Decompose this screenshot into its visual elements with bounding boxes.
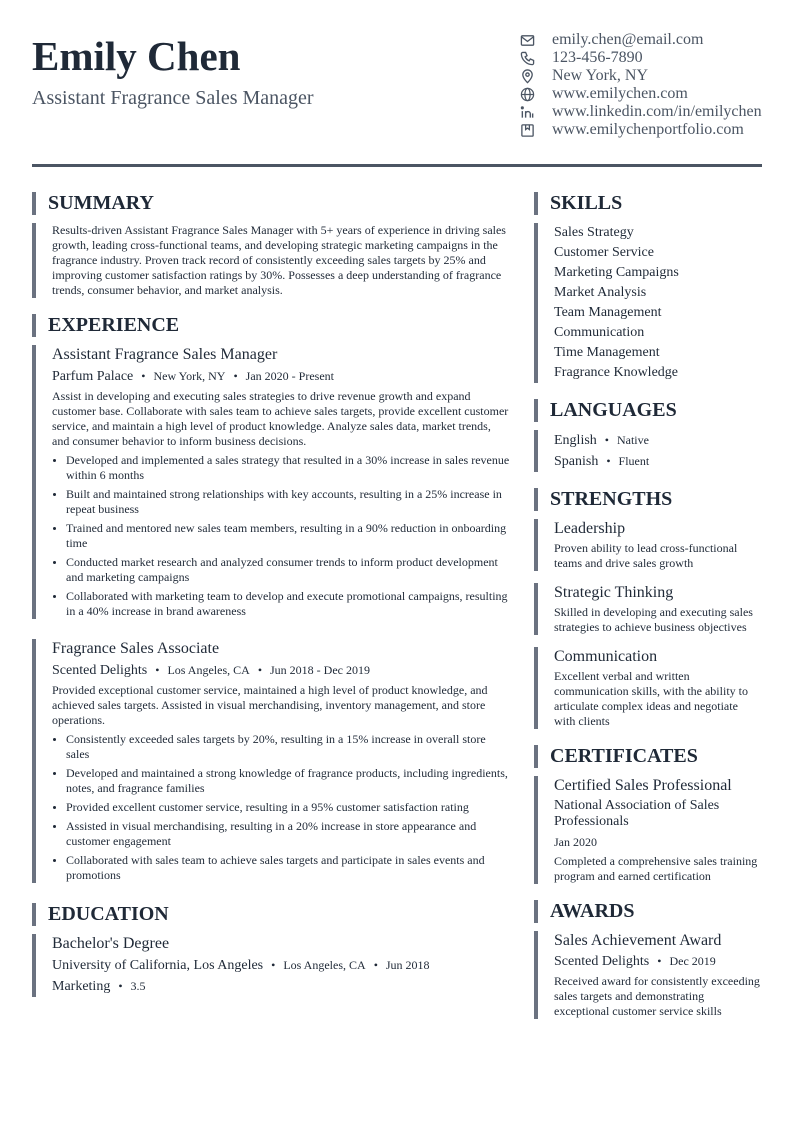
language-level: Native xyxy=(616,433,649,447)
languages-heading: LANGUAGES xyxy=(534,399,762,422)
language-name: English xyxy=(554,433,597,448)
education-date: Jun 2018 xyxy=(385,958,430,972)
list-item: • Trained and mentored new sales team members, resulting in a 90% reduction in onboarding time xyxy=(66,521,510,551)
experience-heading: EXPERIENCE xyxy=(32,314,510,337)
education-school: University of California, Los Angeles xyxy=(52,958,264,973)
job-description: Provided exceptional customer service, maintained a high level of product knowledge, and achieved sales targets. Assisted in visual merchandising, inventory management, and store operations. xyxy=(52,683,488,727)
candidate-title: Assistant Fragrance Sales Manager xyxy=(32,87,314,109)
strength-text: Proven ability to lead cross-functional teams and drive sales growth xyxy=(554,541,738,570)
language-name: Spanish xyxy=(554,454,599,469)
contact-email-text: emily.chen@email.com xyxy=(552,31,704,48)
contact-phone-text: 123-456-7890 xyxy=(552,49,643,66)
experience-job-2 xyxy=(32,639,510,883)
strength-title: Leadership xyxy=(554,520,626,537)
job-meta: Parfum Palace • New York, NY • Jan 2020 - Present xyxy=(52,369,334,384)
strengths-heading: STRENGTHS xyxy=(534,488,762,511)
certificate-issuer: National Association of Sales Professionals xyxy=(554,798,720,829)
job-company: Parfum Palace xyxy=(52,369,134,384)
awards-section xyxy=(534,931,762,1019)
contact-phone[interactable] xyxy=(518,49,778,67)
contact-list xyxy=(518,31,778,139)
award-org: Scented Delights xyxy=(554,954,650,969)
job-description: Assist in developing and executing sales strategies to drive revenue growth and expand customer base. Collaborate with sales team to achieve sales targets, provide excellent customer service, and maintain a high level of product knowledge. Analyze sales data, market trends, and consumer behavior to inform business decisions. xyxy=(52,389,509,448)
list-item: • Assisted in visual merchandising, resulting in a 20% increase in store appearance and customer engagement xyxy=(66,819,510,849)
language-item: Spanish • Fluent xyxy=(554,454,650,469)
language-level: Fluent xyxy=(618,454,650,468)
skill-item: Communication xyxy=(554,325,645,340)
list-item: • Collaborated with sales team to achieve sales targets and participate in sales events and promotions xyxy=(66,853,510,883)
left-column xyxy=(32,192,510,997)
experience-job-1 xyxy=(32,345,510,619)
job-role: Fragrance Sales Associate xyxy=(52,640,220,657)
strength-title: Communication xyxy=(554,648,658,665)
header xyxy=(32,0,762,166)
certificate-title: Certified Sales Professional xyxy=(554,777,732,794)
job-location: Los Angeles, CA xyxy=(167,663,250,677)
education-meta: University of California, Los Angeles • Los Angeles, CA • Jun 2018 xyxy=(52,958,430,973)
list-item: • Developed and implemented a sales strategy that resulted in a 30% increase in sales revenue within 6 months xyxy=(66,453,510,483)
portfolio-icon xyxy=(518,121,536,139)
skill-item: Market Analysis xyxy=(554,285,647,300)
certificates-heading: CERTIFICATES xyxy=(534,745,762,768)
contact-website[interactable] xyxy=(518,85,778,103)
strength-title: Strategic Thinking xyxy=(554,584,674,601)
contact-portfolio-text: www.emilychenportfolio.com xyxy=(552,121,744,138)
linkedin-icon xyxy=(518,103,536,121)
list-item: • Consistently exceeded sales targets by 20%, resulting in a 15% increase in overall store sales xyxy=(66,732,510,762)
candidate-name: Emily Chen xyxy=(32,33,241,79)
job-meta: Scented Delights • Los Angeles, CA • Jun 2018 - Dec 2019 xyxy=(52,663,370,678)
award-title: Sales Achievement Award xyxy=(554,932,722,949)
strength-text: Excellent verbal and written communication skills, with the ability to articulate complex ideas and negotiate with clients xyxy=(554,669,748,728)
right-column xyxy=(534,192,762,1019)
skills-heading: SKILLS xyxy=(534,192,762,215)
strength-3 xyxy=(534,647,762,729)
education-heading: EDUCATION xyxy=(32,903,510,926)
summary-text: Results-driven Assistant Fragrance Sales Manager with 5+ years of experience in driving sales growth, leading cross-functional teams, and developing strategic marketing campaigns in the fragrance industry. Proven track record of consistently exceeding sales targets by 25% and improving customer satisfaction ratings by 30%. Possesses a deep understanding of fragrance trends, consumer behavior, and market analysis. xyxy=(52,223,506,297)
contact-portfolio[interactable] xyxy=(518,121,778,139)
job-achievements xyxy=(52,453,510,619)
language-item: English • Native xyxy=(554,433,649,448)
contact-location-text: New York, NY xyxy=(552,67,649,84)
languages-section xyxy=(534,430,762,472)
award-text: Received award for consistently exceeding sales targets and demonstrating exceptional customer service skills xyxy=(554,974,760,1018)
list-item: • Collaborated with marketing team to develop and execute promotional campaigns, resulting in a 40% increase in brand awareness xyxy=(66,589,510,619)
education-degree: Bachelor's Degree xyxy=(52,935,170,952)
skill-item: Customer Service xyxy=(554,245,654,260)
skill-item: Marketing Campaigns xyxy=(554,265,679,280)
skill-item: Team Management xyxy=(554,305,662,320)
contact-linkedin[interactable] xyxy=(518,103,778,121)
job-achievements xyxy=(52,732,510,883)
envelope-icon xyxy=(518,31,536,49)
education-section xyxy=(32,934,510,997)
certificate-text: Completed a comprehensive sales training program and earned certification xyxy=(554,854,758,883)
globe-icon xyxy=(518,85,536,103)
awards-heading: AWARDS xyxy=(534,900,762,923)
job-dates: Jun 2018 - Dec 2019 xyxy=(270,663,370,677)
contact-email[interactable] xyxy=(518,31,778,49)
award-date: Dec 2019 xyxy=(669,954,716,968)
strength-text: Skilled in developing and executing sales strategies to achieve business objectives xyxy=(554,605,753,634)
contact-linkedin-text: www.linkedin.com/in/emilychen xyxy=(552,103,762,120)
contact-website-text: www.emilychen.com xyxy=(552,85,688,102)
summary-heading: SUMMARY xyxy=(32,192,510,215)
job-role: Assistant Fragrance Sales Manager xyxy=(52,346,278,363)
education-field-row: Marketing • 3.5 xyxy=(52,979,146,994)
skill-item: Fragrance Knowledge xyxy=(554,365,679,380)
location-pin-icon xyxy=(518,67,536,85)
header-divider xyxy=(32,164,762,167)
award-meta: Scented Delights • Dec 2019 xyxy=(554,954,716,969)
strength-1 xyxy=(534,519,762,571)
job-location: New York, NY xyxy=(153,369,226,383)
education-location: Los Angeles, CA xyxy=(283,958,366,972)
summary-section xyxy=(32,223,510,298)
skills-section xyxy=(534,223,762,383)
job-company: Scented Delights xyxy=(52,663,148,678)
skill-item: Sales Strategy xyxy=(554,225,634,240)
contact-location xyxy=(518,67,778,85)
list-item: • Conducted market research and analyzed consumer trends to inform product development and marketing campaigns xyxy=(66,555,510,585)
list-item: • Built and maintained strong relationships with key accounts, resulting in a 25% increase in repeat business xyxy=(66,487,510,517)
list-item: • Provided excellent customer service, resulting in a 95% customer satisfaction rating xyxy=(66,800,510,815)
strength-2 xyxy=(534,583,762,635)
phone-icon xyxy=(518,49,536,67)
certificate-date: Jan 2020 xyxy=(554,835,597,849)
list-item: • Developed and maintained a strong knowledge of fragrance products, including ingredients, notes, and fragrance families xyxy=(66,766,510,796)
certificates-section xyxy=(534,776,762,884)
education-gpa: 3.5 xyxy=(130,979,146,993)
education-field: Marketing xyxy=(52,979,111,994)
skill-item: Time Management xyxy=(554,345,660,360)
job-dates: Jan 2020 - Present xyxy=(245,369,334,383)
